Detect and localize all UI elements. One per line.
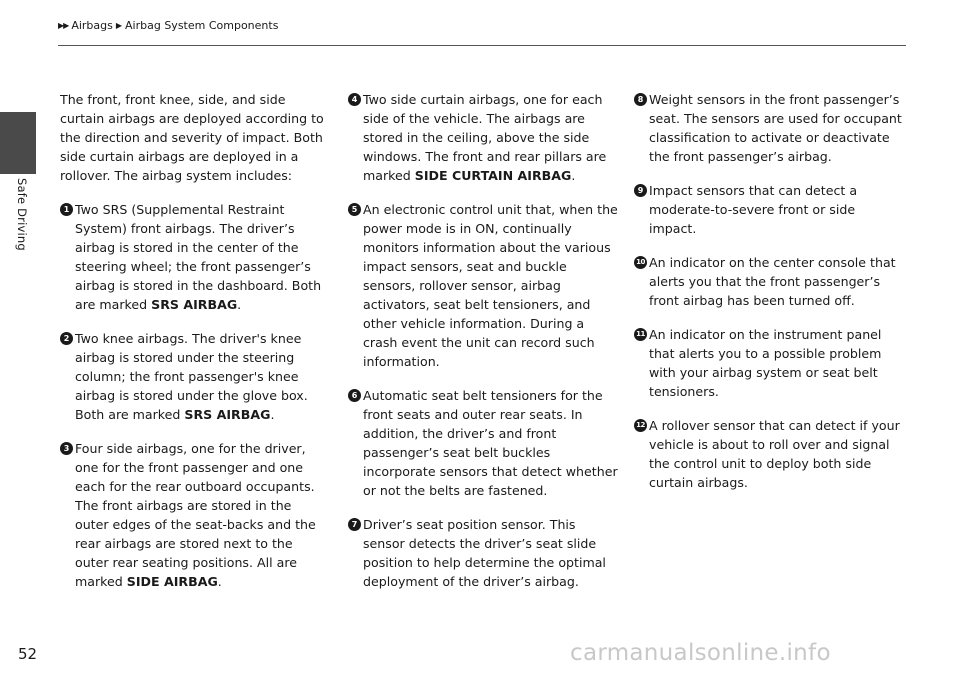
- header-divider: [58, 45, 906, 46]
- number-badge: 8: [634, 93, 647, 106]
- list-item: [634, 416, 906, 492]
- section-label: [8, 178, 29, 298]
- item-text: Driver’s seat position sensor. This sensor detects the driver’s seat slide position to help determine the optimal deployment of the driver’s airbag.: [363, 517, 606, 589]
- list-item: [60, 329, 328, 424]
- number-badge: 3: [60, 442, 73, 455]
- list-item: [634, 325, 906, 401]
- breadcrumb: [58, 19, 278, 32]
- number-badge: 5: [348, 203, 361, 216]
- number-badge: 9: [634, 184, 647, 197]
- list-item: [60, 200, 328, 314]
- item-text: Four side airbags, one for the driver, one for the front passenger and one each for the rear outboard occupants. The front airbags are stored in the outer edges of the seat-backs and the rear airbags are stored next to the outer rear seating positions. All are marked: [75, 441, 316, 589]
- item-tail: .: [237, 297, 242, 312]
- item-tail: .: [270, 407, 275, 422]
- column-3: [634, 90, 906, 507]
- page-number: 52: [18, 645, 38, 663]
- list-item: [60, 439, 328, 591]
- item-text: Two knee airbags. The driver's knee airbag is stored under the steering column; the front passenger's knee airbag is stored under the glove box. Both are marked: [75, 331, 308, 422]
- list-item: [348, 90, 618, 185]
- list-item: [348, 386, 618, 500]
- column-2: [348, 90, 618, 606]
- item-text: A rollover sensor that can detect if your vehicle is about to roll over and signal the control unit to deploy both side curtain airbags.: [649, 418, 900, 490]
- section-tab: [0, 112, 36, 174]
- number-badge: 4: [348, 93, 361, 106]
- list-item: [634, 253, 906, 310]
- list-item: [348, 515, 618, 591]
- item-text: An electronic control unit that, when the power mode is in ON, continually monitors information about the various impact sensors, seat and buckle sensors, rollover sensor, airbag activators, seat belt tensioners, and other vehicle information. During a crash event the unit can record such information.: [363, 202, 618, 369]
- breadcrumb-arrow-icon: ▶: [115, 21, 123, 30]
- section-label-text: Safe Driving: [15, 178, 29, 251]
- number-badge: 11: [634, 328, 647, 341]
- item-bold: SIDE CURTAIN AIRBAG: [414, 168, 572, 183]
- item-text: Two side curtain airbags, one for each side of the vehicle. The airbags are stored in the ceiling, above the side windows. The front and rear pillars are marked: [363, 92, 607, 183]
- intro-paragraph: The front, front knee, side, and side curtain airbags are deployed according to the direction and severity of impact. Both side curtain airbags are deployed in a rollover. The airbag system includes:: [60, 92, 324, 183]
- item-bold: SRS AIRBAG: [151, 297, 238, 312]
- item-text: An indicator on the instrument panel that alerts you to a possible problem with your airbag system or seat belt tensioners.: [649, 327, 882, 399]
- item-text: Two SRS (Supplemental Restraint System) front airbags. The driver’s airbag is stored in the center of the steering wheel; the front passenger’s airbag is stored in the dashboard. Both are marked: [75, 202, 322, 312]
- breadcrumb-item-components[interactable]: Airbag System Components: [125, 19, 279, 32]
- item-tail: .: [217, 574, 222, 589]
- list-item: [348, 200, 618, 371]
- number-badge: 6: [348, 389, 361, 402]
- watermark-text: carmanualsonline.info: [570, 640, 831, 666]
- item-text: An indicator on the center console that alerts you that the front passenger’s front airbag has been turned off.: [649, 255, 896, 308]
- item-bold: SRS AIRBAG: [184, 407, 271, 422]
- breadcrumb-item-airbags[interactable]: Airbags: [71, 19, 113, 32]
- item-text: Impact sensors that can detect a moderate-to-severe front or side impact.: [649, 183, 858, 236]
- number-badge: 2: [60, 332, 73, 345]
- item-text: Weight sensors in the front passenger’s seat. The sensors are used for occupant classification to activate or deactivate the front passenger’s airbag.: [649, 92, 902, 164]
- list-item: [634, 181, 906, 238]
- list-item: [634, 90, 906, 166]
- item-bold: SIDE AIRBAG: [126, 574, 218, 589]
- number-badge: 1: [60, 203, 73, 216]
- number-badge: 10: [634, 256, 647, 269]
- number-badge: 7: [348, 518, 361, 531]
- number-badge: 12: [634, 419, 647, 432]
- breadcrumb-arrow-icon: ▶▶: [58, 21, 69, 30]
- item-text: Automatic seat belt tensioners for the front seats and outer rear seats. In addition, the driver’s and front passenger’s seat belt buckles incorporate sensors that detect whether or not the belts are fastened.: [363, 388, 618, 498]
- column-1: [60, 90, 328, 606]
- item-tail: .: [571, 168, 576, 183]
